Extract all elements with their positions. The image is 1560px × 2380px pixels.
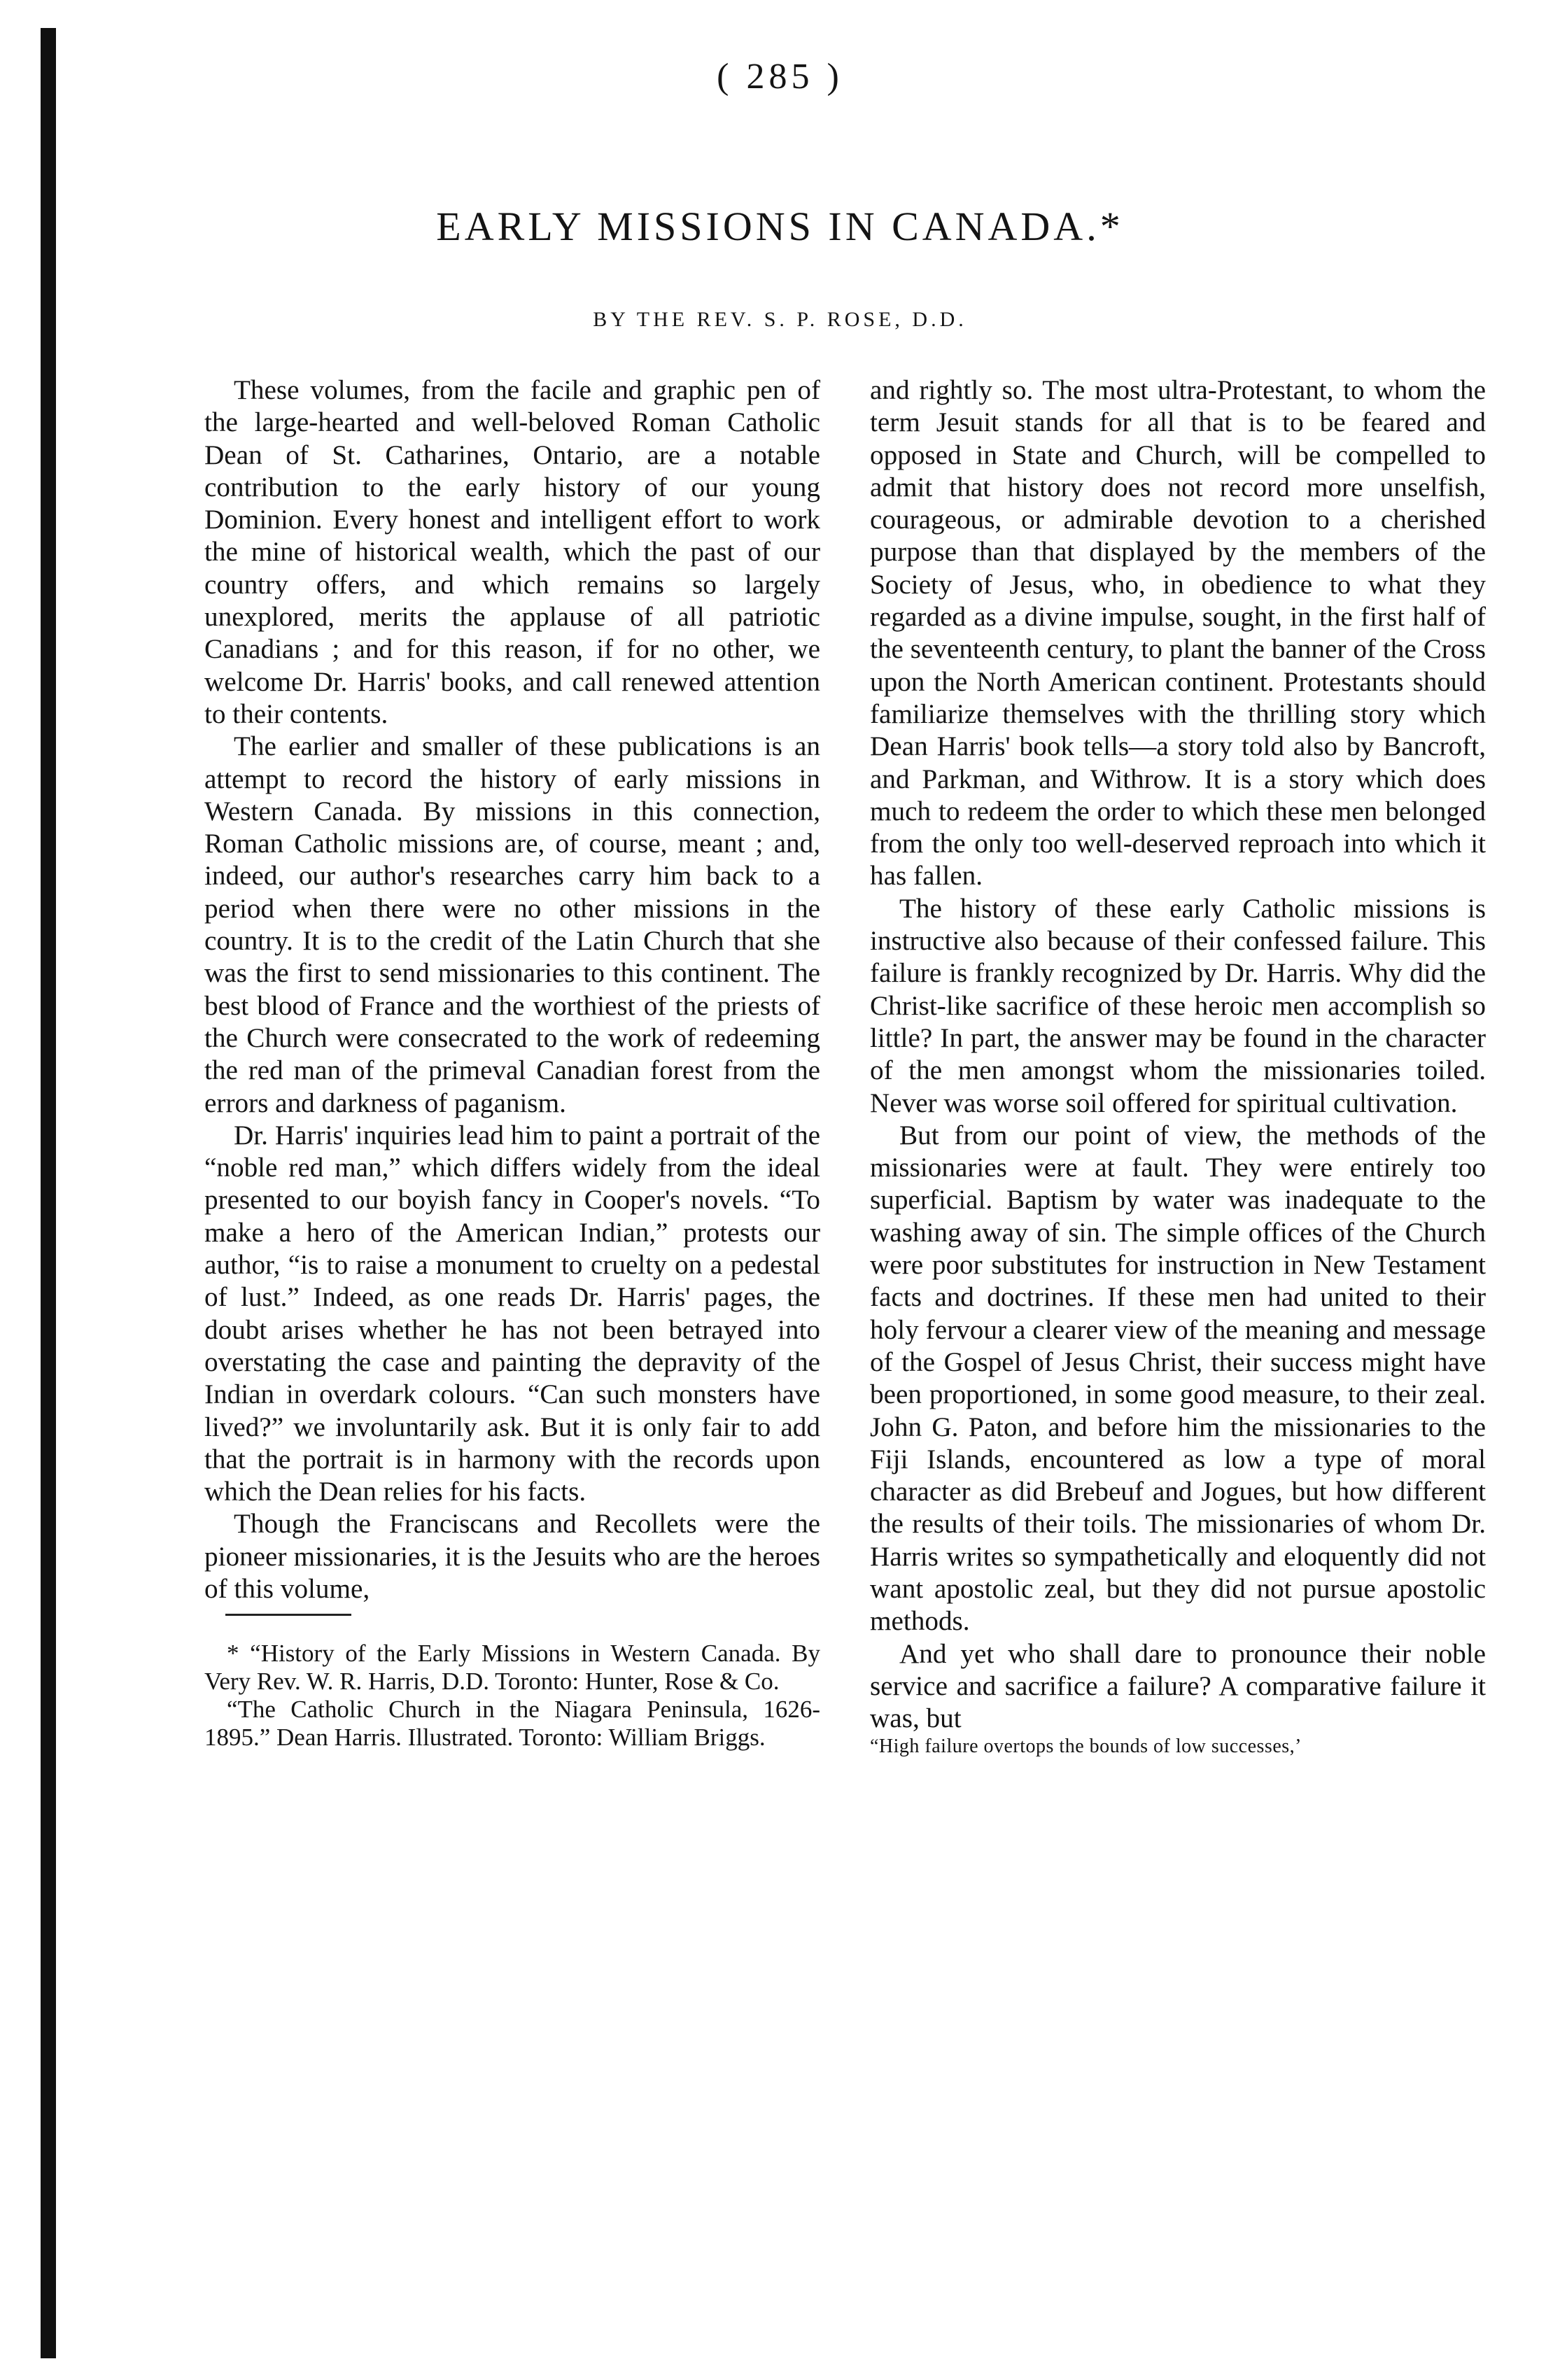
left-column: [204, 374, 820, 1752]
footnote-divider: [225, 1614, 351, 1616]
article-byline: BY THE REV. S. P. ROSE, D.D.: [593, 308, 967, 331]
paragraph: But from our point of view, the methods of the missionaries were at fault. They were entirely too superficial. Baptism by water was inadequate to the washing away of sin. The simple offices of the Church were poor substitutes for instruction in New Testament facts and doctrines. If these men had united to their holy fervour a clearer view of the meaning and message of the Gospel of Jesus Christ, their success might have been proportioned, in some good measure, to their zeal. John G. Paton, and before him the missionaries to the Fiji Islands, encountered as low a type of moral character as did Brebeuf and Jogues, but how different the results of their toils. The missionaries of whom Dr. Harris writes so sympathetically and eloquently did not want apostolic zeal, but they did not pursue apostolic methods.: [870, 1120, 1486, 1637]
paragraph: Dr. Harris' inquiries lead him to paint a portrait of the “noble red man,” which differs widely from the ideal presented to our boyish fancy in Cooper's novels. “To make a hero of the American Indian,” protests our author, “is to raise a monument to cruelty on a pedestal of lust.” Indeed, as one reads Dr. Harris' pages, the doubt arises whether he has not been betrayed into overstating the case and painting the depravity of the Indian in overdark colours. “Can such monsters have lived?” we involuntarily ask. But it is only fair to add that the portrait is in harmony with the records upon which the Dean relies for his facts.: [204, 1120, 820, 1507]
footnote: “The Catholic Church in the Niagara Peninsula, 1626-1895.” Dean Harris. Illustrated. Toronto: William Briggs.: [204, 1696, 820, 1752]
paragraph: The history of these early Catholic missions is instructive also because of their confessed failure. This failure is frankly recognized by Dr. Harris. Why did the Christ-like sacrifice of these heroic men accomplish so little? In part, the answer may be found in the character of the men amongst whom the missionaries toiled. Never was worse soil offered for spiritual cultivation.: [870, 893, 1486, 1118]
paragraph: The earlier and smaller of these publications is an attempt to record the history of early missions in Western Canada. By missions in this connection, Roman Catholic missions are, of course, meant ; and, indeed, our author's researches carry him back to a period when there were no other missions in the country. It is to the credit of the Latin Church that she was the first to send missionaries to this continent. The best blood of France and the worthiest of the priests of the Church were consecrated to the work of redeeming the red man of the primeval Canadian forest from the errors and darkness of paganism.: [204, 731, 820, 1118]
article-title: EARLY MISSIONS IN CANADA.*: [436, 204, 1124, 249]
page-spine-edge: [41, 28, 56, 2358]
page-number: ( 285 ): [717, 57, 843, 97]
paragraph: Though the Franciscans and Recollets were the pioneer missionaries, it is the Jesuits who are the heroes of this volume,: [204, 1509, 820, 1604]
paragraph: and rightly so. The most ultra-Protestant, to whom the term Jesuit stands for all that is to be feared and opposed in State and Church, will be compelled to admit that history does not record more unselfish, courageous, or admirable devotion to a cherished purpose than that displayed by the members of the Society of Jesus, who, in obedience to what they regarded as a divine impulse, sought, in the first half of the seventeenth century, to plant the banner of the Cross upon the North American continent. Protestants should familiarize themselves with the thrilling story which Dean Harris' book tells—a story told also by Bancroft, and Parkman, and Withrow. It is a story which does much to redeem the order to which these men belonged from the only too well-deserved reproach into which it has fallen.: [870, 375, 1486, 892]
paragraph: And yet who shall dare to pronounce their noble service and sacrifice a failure? A comparative failure it was, but: [870, 1638, 1486, 1734]
paragraph: These volumes, from the facile and graphic pen of the large-hearted and well-beloved Roman Catholic Dean of St. Catharines, Ontario, are a notable contribution to the early history of our young Dominion. Every honest and intelligent effort to work the mine of historical wealth, which the past of our country offers, and which remains so largely unexplored, merits the applause of all patriotic Canadians ; and for this reason, if for no other, we welcome Dr. Harris' books, and call renewed attention to their contents.: [204, 375, 820, 729]
quotation-line: “High failure overtops the bounds of low successes,’: [870, 1735, 1302, 1758]
footnotes: [204, 1640, 820, 1752]
right-column: [870, 374, 1486, 1759]
footnote: * “History of the Early Missions in Western Canada. By Very Rev. W. R. Harris, D.D. Toronto: Hunter, Rose & Co.: [204, 1640, 820, 1696]
